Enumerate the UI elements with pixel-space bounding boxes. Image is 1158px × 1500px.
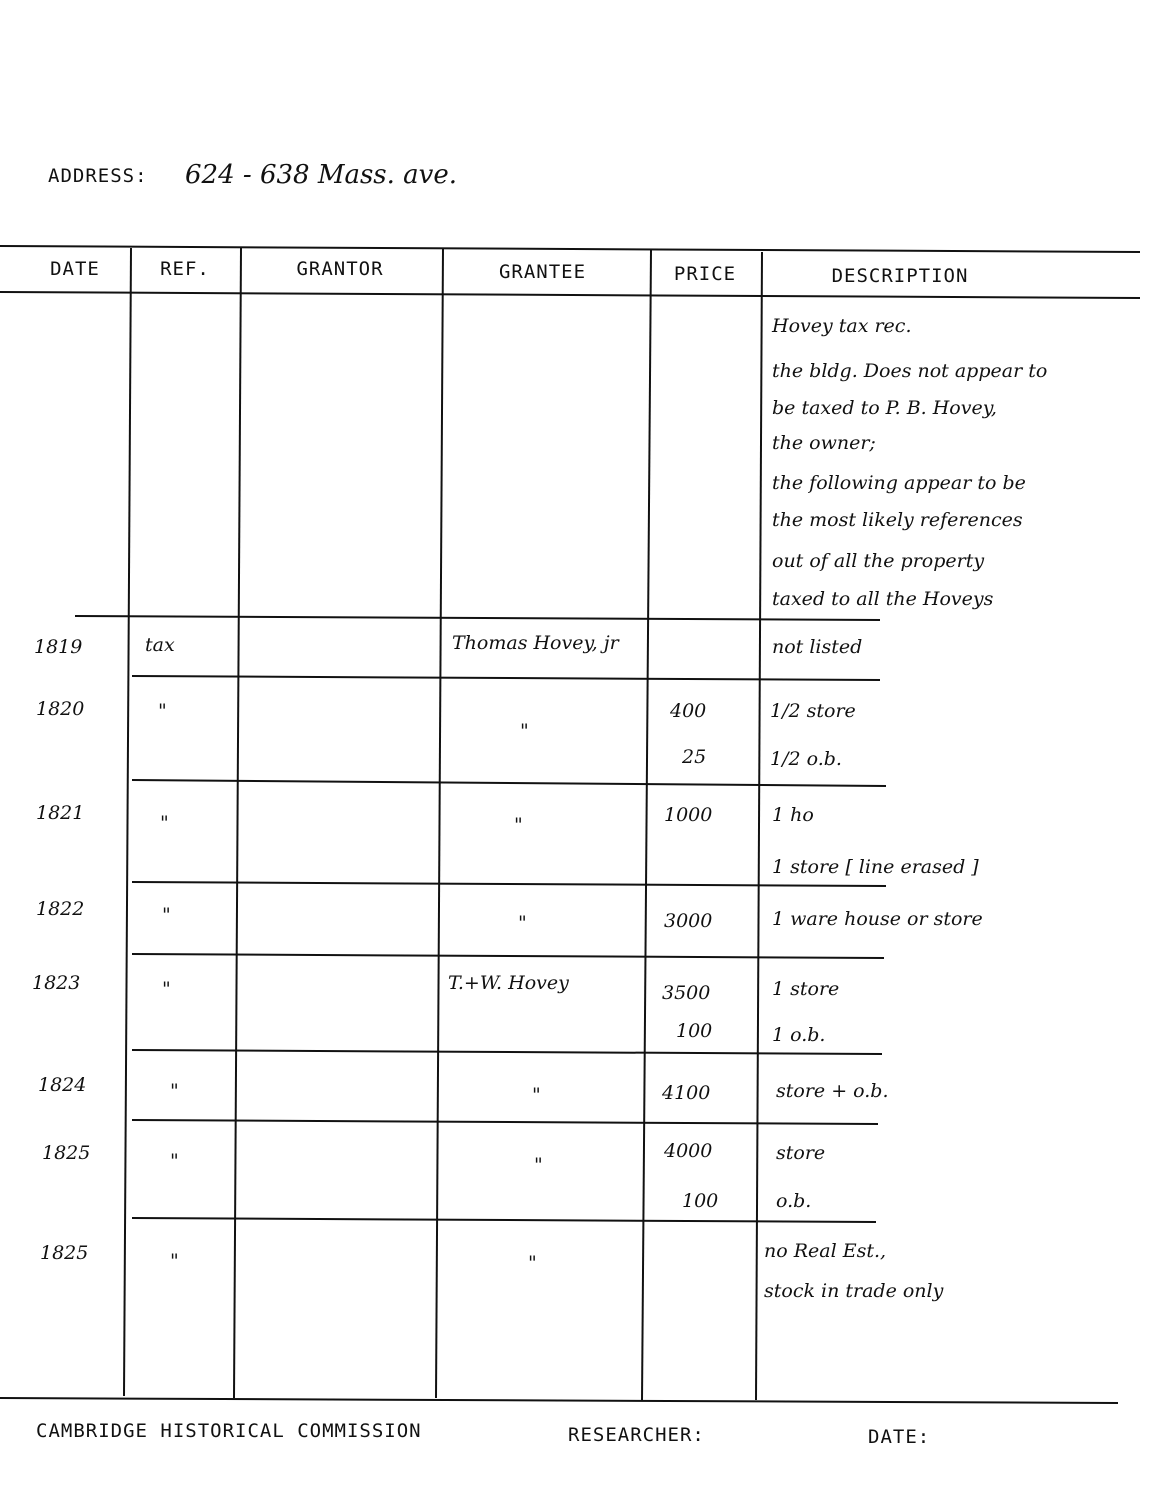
entry-grantee: T.+W. Hovey [448, 972, 569, 994]
entry-description: 1 o.b. [772, 1024, 826, 1046]
intro-note: out of all the property [772, 550, 985, 572]
entry-ref: " [162, 904, 171, 926]
entry-date: 1822 [36, 898, 85, 920]
entry-grantee: " [518, 912, 527, 934]
entry-description: 1 store [772, 978, 840, 1000]
column-header-grantor: GRANTOR [296, 258, 384, 280]
intro-note: the most likely references [772, 509, 1023, 531]
entry-grantee: " [514, 814, 523, 836]
entry-description: o.b. [776, 1190, 812, 1212]
entry-price: 3500 [662, 982, 711, 1004]
entry-date: 1825 [40, 1242, 89, 1264]
entry-description: 1 ware house or store [772, 908, 983, 930]
intro-note: taxed to all the Hoveys [772, 588, 994, 610]
entry-description: store + o.b. [776, 1080, 889, 1102]
entry-ref: " [160, 812, 169, 834]
intro-note: the bldg. Does not appear to [772, 360, 1048, 382]
footer-researcher-label: RESEARCHER: [568, 1424, 705, 1446]
entry-price: 400 [670, 700, 707, 722]
intro-note: the following appear to be [772, 472, 1026, 494]
entry-description: no Real Est., [764, 1240, 887, 1262]
entry-price: 4100 [662, 1082, 711, 1104]
entry-description: 1 store [ line erased ] [772, 856, 979, 878]
entry-description: 1 ho [772, 804, 814, 826]
footer-org: CAMBRIDGE HISTORICAL COMMISSION [36, 1420, 422, 1442]
entry-description: not listed [772, 636, 863, 658]
footer-date-label: DATE: [868, 1426, 931, 1448]
entry-ref: " [170, 1250, 179, 1272]
entry-grantee: " [532, 1084, 541, 1106]
address-label: ADDRESS: [48, 165, 148, 187]
entry-grantee: " [534, 1154, 543, 1176]
entry-description: 1/2 store [770, 700, 856, 722]
entry-date: 1825 [42, 1142, 91, 1164]
entry-description: stock in trade only [764, 1280, 944, 1302]
entry-grantee: " [520, 720, 529, 742]
column-header-price: PRICE [673, 263, 737, 285]
entry-grantee: Thomas Hovey, jr [452, 632, 619, 654]
address-value: 624 - 638 Mass. ave. [185, 160, 458, 190]
column-header-date: DATE [50, 258, 100, 280]
entry-date: 1819 [34, 636, 83, 658]
column-header-description: DESCRIPTION [831, 265, 969, 287]
entry-date: 1820 [36, 698, 85, 720]
entry-date: 1821 [36, 802, 85, 824]
entry-ref: " [158, 700, 167, 722]
entry-price: 1000 [664, 804, 713, 826]
entry-price: 3000 [664, 910, 713, 932]
entry-ref: " [162, 978, 171, 1000]
entry-description: store [776, 1142, 826, 1164]
entry-price: 4000 [664, 1140, 713, 1162]
entry-date: 1824 [38, 1074, 87, 1096]
entry-price: 100 [682, 1190, 719, 1212]
entry-ref: " [170, 1080, 179, 1102]
entry-price: 25 [682, 746, 707, 768]
entry-ref: " [170, 1150, 179, 1172]
entry-price: 100 [676, 1020, 713, 1042]
intro-note: Hovey tax rec. [772, 315, 912, 337]
entry-grantee: " [528, 1252, 537, 1274]
column-header-grantee: GRANTEE [498, 261, 587, 283]
entry-description: 1/2 o.b. [770, 748, 842, 770]
intro-note: be taxed to P. B. Hovey, [772, 397, 997, 419]
intro-note: the owner; [772, 432, 876, 454]
column-header-ref: REF. [160, 258, 210, 280]
entry-ref: tax [145, 634, 175, 656]
entry-date: 1823 [32, 972, 81, 994]
